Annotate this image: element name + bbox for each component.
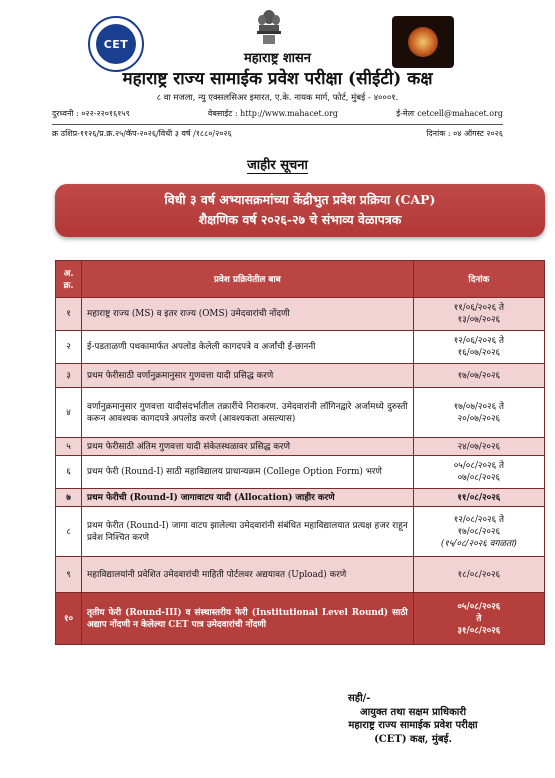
row-date [413,388,544,438]
date-line: २०/०७/२०२६ [457,413,501,424]
row-number: ७ [56,489,82,507]
banner-line-1: विधी ३ वर्ष अभ्यासक्रमांच्या केंद्रीभुत प्रवेश प्रक्रिया (CAP) [164,192,436,207]
department-name: महाराष्ट्र राज्य सामाईक प्रवेश परीक्षा (सीईटी) कक्ष [122,69,433,89]
date-line: ०५/०८/२०२६ ते [453,461,505,471]
table-row [56,388,545,438]
national-emblem-icon [252,8,286,46]
date-line: ११/०६/२०२६ ते [453,303,505,313]
banner-line-2: शैक्षणिक वर्ष २०२६-२७ चे संभाव्य वेळापत्रक [198,212,402,227]
table-row [56,489,545,507]
row-date [413,507,544,557]
notice-title-text: जाहीर सूचना [247,158,308,173]
col-header-number: अ. क्र. [56,261,82,298]
notice-date: दिनांक : ०४ ऑगस्ट २०२६ [426,129,503,138]
government-name: महाराष्ट्र शासन [243,51,312,66]
date-line: १२/०६/२०२६ ते [453,336,505,346]
table-row [56,456,545,489]
row-date [413,456,544,489]
table-row [56,557,545,593]
reference-line [52,124,503,139]
row-description: महाविद्यालयांनी प्रवेशित उमेदवारांची माहिती पोर्टलवर अद्ययावत (Upload) करणे [82,557,414,593]
row-date: १८/०८/२०२६ [413,557,544,593]
row-number: ९ [56,557,82,593]
date-line: १७/०८/२०२६ [457,526,501,537]
table-row [56,364,545,388]
reference-number: क्र उशिप्र-११२६/प्र.क्र.२५/कॅप-२०२६/विधी ३ वर्ष /१८८०/२०२६ [52,129,232,138]
col-header-date: दिनांक [413,261,544,298]
table-row [56,593,545,645]
signatory-title: आयुक्त तथा सक्षम प्राधिकारी [359,706,467,718]
cet-logo-text: CET [103,37,129,51]
office-address: ८ वा मजला, न्यु एक्सलसिअर इमारत, ए.के. नायक मार्ग, फोर्ट, मुंबई - ४०००१. [156,93,399,103]
row-number: ८ [56,507,82,557]
row-date [413,331,544,364]
row-description: तृतीय फेरी (Round-III) व संस्थास्तरीय फेरी (Institutional Level Round) साठी अद्याप नोंदणी न केलेल्या CET पात्र उमेदवारांची नोंदणी [82,593,414,645]
row-description: ई-पडताळणी पथकामार्फत अपलोड केलेली कागदपत्रे व अर्जांची ई-छाननी [82,331,414,364]
col-header-description: प्रवेश प्रक्रियेतील बाब [82,261,414,298]
date-note: (१५/०८/२०२६ वगळता) [440,538,517,549]
row-date: २४/०७/२०२६ [413,438,544,456]
row-description: महाराष्ट्र राज्य (MS) व इतर राज्य (OMS) उमेदवारांची नोंदणी [82,298,414,331]
schedule-table [55,260,545,645]
row-description: प्रथम फेरी (Round-I) साठी महाविद्यालय प्राधान्यक्रम (College Option Form) भरणे [82,456,414,489]
signatory-office: महाराष्ट्र राज्य सामाईक प्रवेश परीक्षा [348,720,478,731]
date-line: १६/०७/२०२६ [457,348,501,358]
notice-heading [0,155,555,173]
row-number: ३ [56,364,82,388]
row-description: प्रथम फेरीसाठी अंतिम गुणवत्ता यादी संकेतस्थळावर प्रसिद्ध करणे [82,438,414,456]
schedule-banner [55,184,545,237]
row-description: प्रथम फेरीत (Round-I) जागा वाटप झालेल्या उमेदवारांनी संबंधित महाविद्यालयात प्रत्यक्ष हजर राहून प्रवेश निश्चित करणे [82,507,414,557]
row-date [413,298,544,331]
phone-number: दुरध्वनी : ०२२-२२०१६१५९ [52,109,130,118]
row-description: वर्णानुक्रमानुसार गुणवत्ता यादीसंदर्भातील तक्रारींचे निराकरण. उमेदवारांनी लॉगिनद्वारे अर्जामध्ये दुरुस्ती करून आवश्यक कागदपत्रे अपलोड करणे (आवश्यकता असल्यास) [82,388,414,438]
table-row [56,438,545,456]
date-line: १७/०७/२०२६ ते [453,401,505,412]
table-header-row [56,261,545,298]
date-line: ०७/०८/२०२६ [457,473,501,483]
date-line: १२/०८/२०२६ ते [453,514,505,525]
row-description: प्रथम फेरीसाठी वर्णानुक्रमानुसार गुणवत्ता यादी प्रसिद्ध करणे [82,364,414,388]
row-date: ११/०८/२०२६ [413,489,544,507]
row-date [413,593,544,645]
table-row [56,298,545,331]
date-line: ०५/०८/२०२६ [457,601,501,612]
date-line: ते [476,613,482,624]
signature-mark: सही/- [348,693,371,704]
website-link[interactable]: वेबसाईट : http://www.mahacet.org [207,109,339,118]
row-number: ४ [56,388,82,438]
date-line: ३१/०८/२०२६ [457,625,501,636]
row-number: १ [56,298,82,331]
row-number: १० [56,593,82,645]
row-description: प्रथम फेरीची (Round-I) जागावाटप यादी (Allocation) जाहीर करणे [82,489,414,507]
table-row [56,507,545,557]
date-line: १३/०७/२०२६ [457,315,501,325]
signature-block [318,692,508,746]
row-number: ६ [56,456,82,489]
email-address[interactable]: ई-मेलः cetcell@mahacet.org [396,109,503,118]
signatory-place: (CET) कक्ष, मुंबई. [374,733,452,745]
row-date: १७/०७/२०२६ [413,364,544,388]
table-row [56,331,545,364]
contact-line [52,108,503,119]
row-number: २ [56,331,82,364]
row-number: ५ [56,438,82,456]
